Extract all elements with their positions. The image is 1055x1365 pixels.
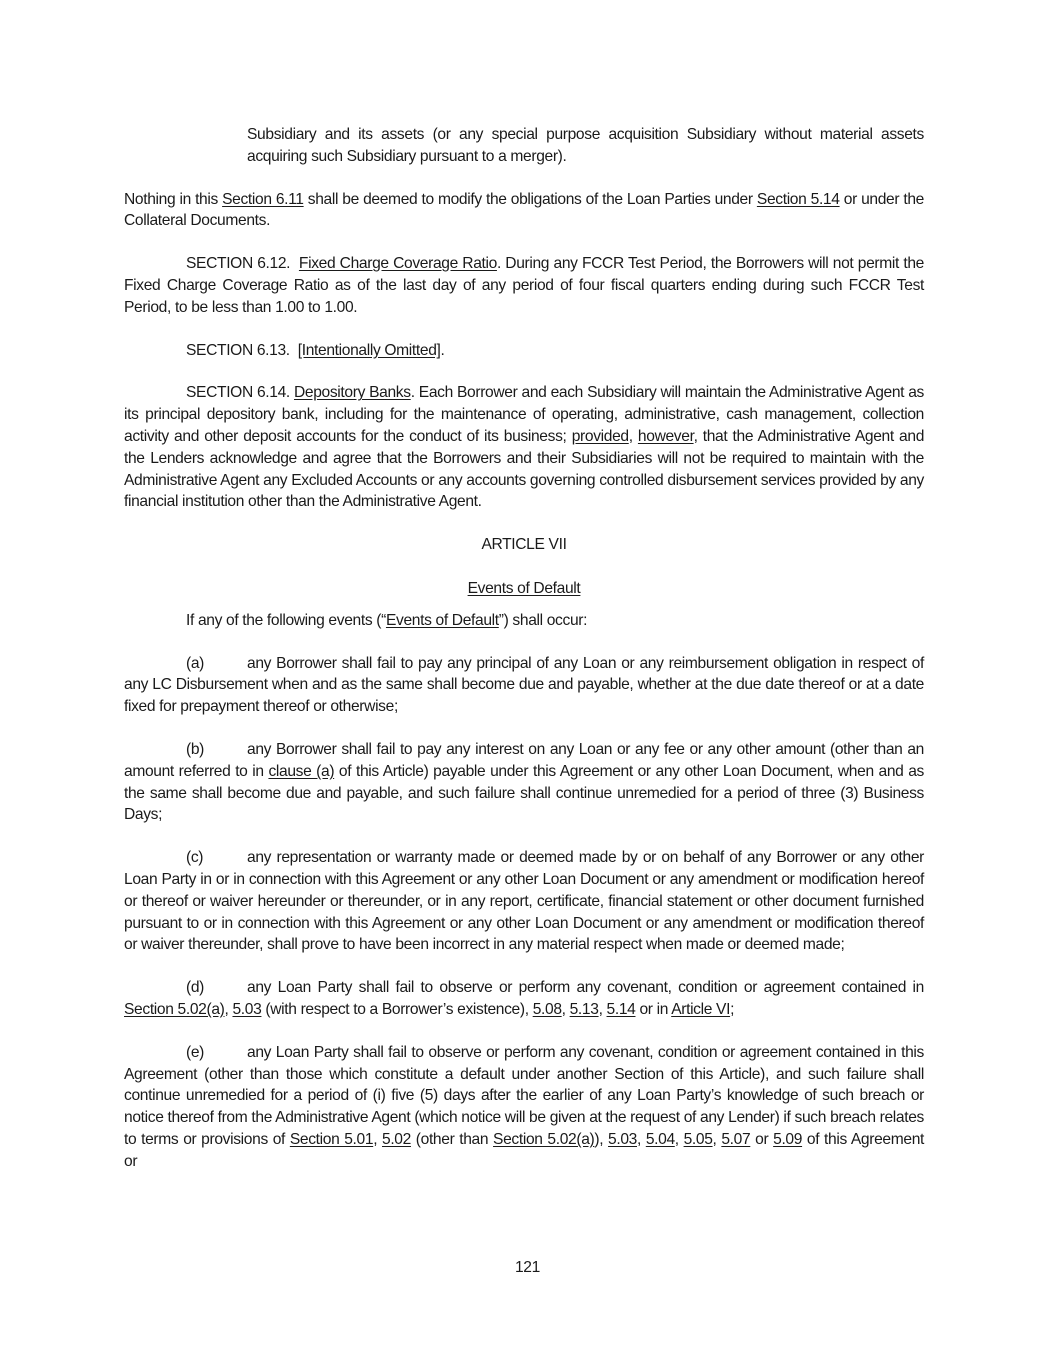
however-term: however xyxy=(637,427,694,445)
section-title: Fixed Charge Coverage Ratio xyxy=(298,255,497,273)
section-reference: 5.05 xyxy=(683,1130,713,1148)
article-subheading: Events of Default xyxy=(467,579,581,597)
section-5-14-reference: Section 5.14 xyxy=(756,190,840,208)
section-6-11-reference: Section 6.11 xyxy=(222,190,304,208)
section-reference: 5.02 xyxy=(382,1130,411,1148)
defined-term: Events of Default xyxy=(385,611,499,629)
article-reference: Article VI xyxy=(671,1000,731,1018)
provided-term: provided xyxy=(571,427,629,445)
section-reference: 5.14 xyxy=(606,1000,636,1018)
section-6-13-paragraph: SECTION 6.13. [Intentionally Omitted]. xyxy=(186,341,445,359)
section-reference: Section 5.02(a) xyxy=(493,1130,595,1148)
event-item-c: (c) any representation or warranty made or deemed made by or on behalf of any Borrower or any other Loan Party in or in connection with this Agreement or any other Loan Document or any amendment or modification hereof or thereof or waiver hereunder or thereunder, or in any report, certificate, financial statement or other document furnished pursuant to or in connection with this Agreement or any other Loan Document or any amendment or modification thereof or waiver thereunder, shall prove to have been incorrect in any material respect when made or deemed made; xyxy=(124,849,924,954)
section-6-12-paragraph: SECTION 6.12. Fixed Charge Coverage Ratio. During any FCCR Test Period, the Borrowers will not permit the Fixed Charge Coverage Ratio as of the last day of any period of four fiscal quarters ending during such FCCR Test Period, to be less than 1.00 to 1.00. xyxy=(124,255,924,316)
section-reference: Section 5.02(a) xyxy=(124,1000,225,1018)
section-reference: 5.03 xyxy=(608,1130,637,1148)
clause-a-reference: clause (a) xyxy=(268,762,335,780)
item-label: (c) xyxy=(186,849,204,867)
section-6-14-paragraph: SECTION 6.14. Depository Banks. Each Borrower and each Subsidiary will maintain the Administrative Agent as its principal depository bank, including for the maintenance of operating, administrative, cash management, collection activity and other deposit accounts for the conduct of its business; provided, however, that the Administrative Agent and the Lenders acknowledge and agree that the Borrowers and their Subsidiaries will not be required to maintain with the Administrative Agent any Excluded Accounts or any accounts governing controlled disbursement services provided by any financial institution other than the Administrative Agent. xyxy=(124,384,925,511)
article-heading: ARTICLE VII xyxy=(481,536,567,554)
section-6-11-closing-paragraph: Nothing in this Section 6.11 shall be deemed to modify the obligations of the Loan Parties under Section 5.14 or under the Collateral Documents. xyxy=(124,190,924,230)
event-item-b: (b) any Borrower shall fail to pay any interest on any Loan or any fee or any other amount (other than an amount referred to in clause (a) of this Article) payable under this Agreement or any other Loan Document, when and as the same shall become due and payable, and such failure shall continue unremedied for a period of three (3) Business Days; xyxy=(124,740,925,824)
continuation-paragraph: Subsidiary and its assets (or any special purpose acquisition Subsidiary without material assets acquiring such Subsidiary pursuant to a merger). xyxy=(247,126,924,165)
section-reference: 5.04 xyxy=(645,1130,675,1148)
section-title: [Intentionally Omitted] xyxy=(297,341,441,359)
section-reference: 5.13 xyxy=(569,1000,599,1018)
event-item-a: (a) any Borrower shall fail to pay any principal of any Loan or any reimbursement obligation in respect of any LC Disbursement when and as the same shall become due and payable, whether at the due date thereof or at a date fixed for prepayment thereof or otherwise; xyxy=(124,654,924,716)
events-intro-paragraph: If any of the following events (“Events of Default”) shall occur: xyxy=(186,611,588,629)
section-title: Depository Banks xyxy=(293,384,411,402)
section-reference: 5.08 xyxy=(532,1000,562,1018)
item-label: (e) xyxy=(186,1043,205,1061)
section-reference: 5.09 xyxy=(773,1130,803,1148)
item-label: (b) xyxy=(186,740,205,758)
event-item-d: (d) any Loan Party shall fail to observe or perform any covenant, condition or agreement contained in Section 5.02(a), 5.03 (with respect to a Borrower’s existence), 5.08, 5.13, 5.14 or in Article VI; xyxy=(124,979,924,1018)
section-reference: 5.03 xyxy=(232,1000,262,1018)
section-label: SECTION 6.13. xyxy=(186,341,290,359)
event-item-e: (e) any Loan Party shall fail to observe or perform any covenant, condition or agreement contained in this Agreement (other than those which constitute a default under another Section of this Article), and such failure shall continue unremedied for a period of (i) five (5) days after the earlier of any Loan Party’s knowledge of such breach or notice thereof from the Administrative Agent (which notice will be given at the request of any Lender) if such breach relates to terms or provisions of Section 5.01, 5.02 (other than Section 5.02(a)), 5.03, 5.04, 5.05, 5.07 or 5.09 of this Agreement or xyxy=(124,1043,924,1170)
document-page xyxy=(124,124,924,1172)
page-number: 121 xyxy=(514,1259,541,1276)
section-reference: 5.07 xyxy=(721,1130,751,1148)
section-reference: Section 5.01 xyxy=(289,1130,374,1148)
item-label: (d) xyxy=(186,979,205,997)
section-label: SECTION 6.12. xyxy=(186,255,291,273)
item-label: (a) xyxy=(186,654,205,672)
section-label: SECTION 6.14. xyxy=(186,384,290,402)
